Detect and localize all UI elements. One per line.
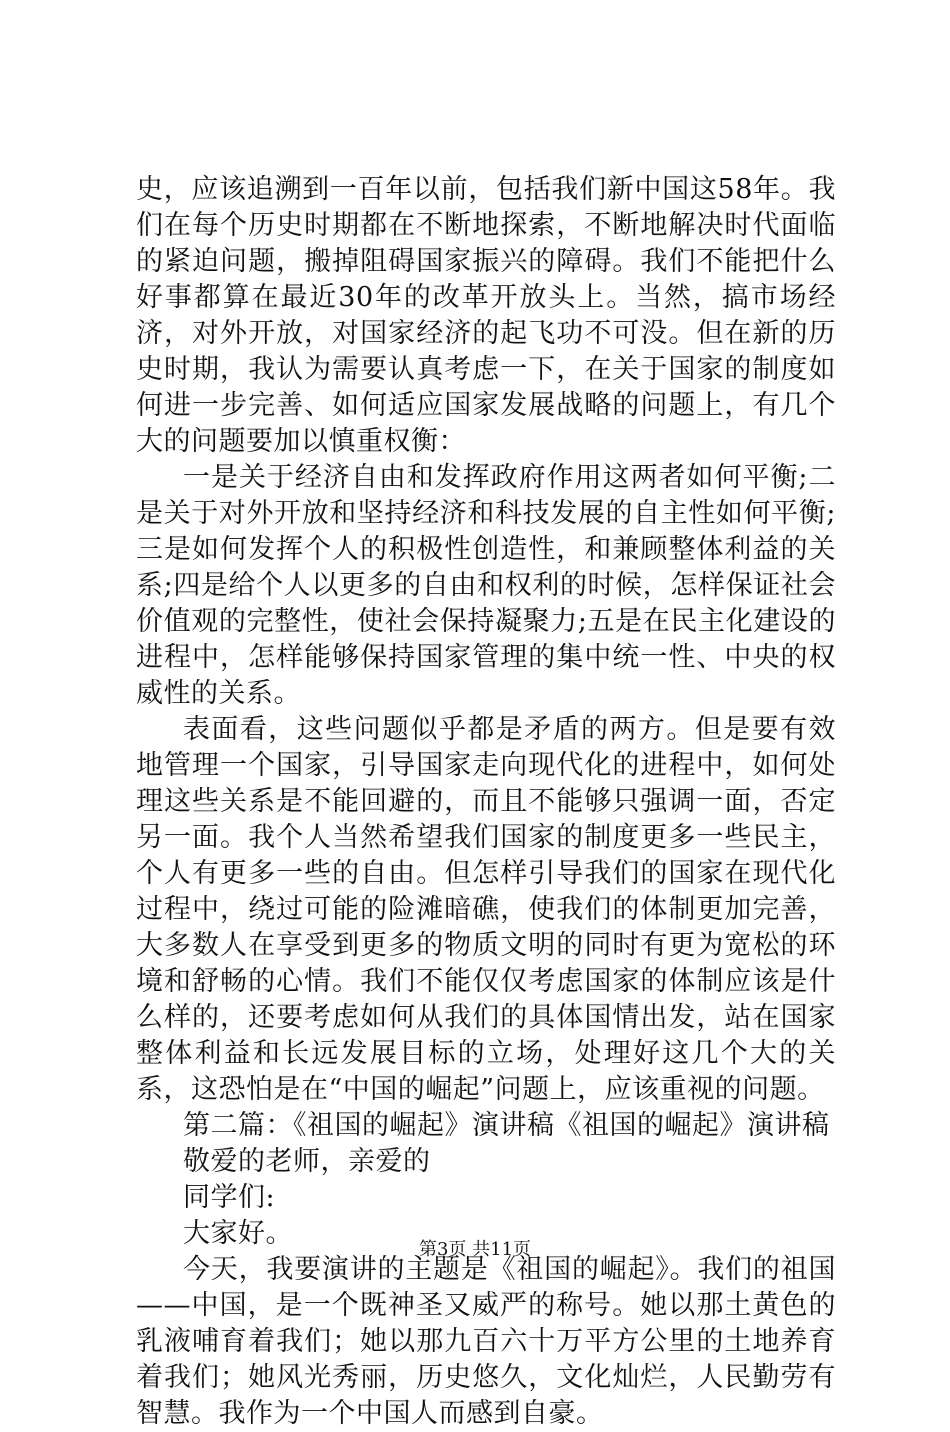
paragraph-five-issues: 一是关于经济自由和发挥政府作用这两者如何平衡;二是关于对外开放和坚持经济和科技发展的自主性如何平衡;三是如何发挥个人的积极性创造性，和兼顾整体利益的关系;四是给个人以更多的自由和权利的时候，怎样保证社会价值观的完整性，使社会保持凝聚力;五是在民主化建设的进程中，怎样能够保持国家管理的集中统一性、中央的权威性的关系。: [136, 462, 836, 709]
paragraph-surface-view: 表面看，这些问题似乎都是矛盾的两方。但是要有效地管理一个国家，引导国家走向现代化的进程中，如何处理这些关系是不能回避的，而且不能够只强调一面，否定另一面。我个人当然希望我们国家的制度更多一些民主，个人有更多一些的自由。但怎样引导我们的国家在现代化过程中，绕过可能的险滩暗礁，使我们的体制更加完善，大多数人在享受到更多的物质文明的同时有更为宽松的环境和舒畅的心情。我们不能仅仅考虑国家的体制应该是什么样的，还要考虑如何从我们的具体国情出发，站在国家整体利益和长远发展目标的立场，处理好这几个大的关系，这恐怕是在“中国的崛起”问题上，应该重视的问题。: [136, 714, 836, 1105]
greeting-line: 大家好。: [183, 1218, 293, 1249]
salutation-line-1: 敬爱的老师，亲爱的: [183, 1146, 431, 1177]
paragraph-continuation: 史，应该追溯到一百年以前，包括我们新中国这58年。我们在每个历史时期都在不断地探索，不断地解决时代面临的紧迫问题，搬掉阻碍国家振兴的障碍。我们不能把什么好事都算在最近30年的改革开放头上。当然，搞市场经济，对外开放，对国家经济的起飞功不可没。但在新的历史时期，我认为需要认真考虑一下，在关于国家的制度如何进一步完善、如何适应国家发展战略的问题上，有几个大的问题要加以慎重权衡：: [136, 174, 836, 457]
salutation-line-2: 同学们:: [183, 1182, 276, 1213]
page-number-footer: 第3页 共11页: [418, 1239, 532, 1260]
section-heading: 第二篇：《祖国的崛起》演讲稿《祖国的崛起》演讲稿: [183, 1110, 830, 1141]
paragraph-speech-topic: 今天，我要演讲的主题是《祖国的崛起》。我们的祖国——中国，是一个既神圣又威严的称号。她以那土黄色的乳液哺育着我们；她以那九百六十万平方公里的土地养育着我们；她风光秀丽，历史悠久，文化灿烂，人民勤劳有智慧。我作为一个中国人而感到自豪。: [136, 1254, 836, 1429]
